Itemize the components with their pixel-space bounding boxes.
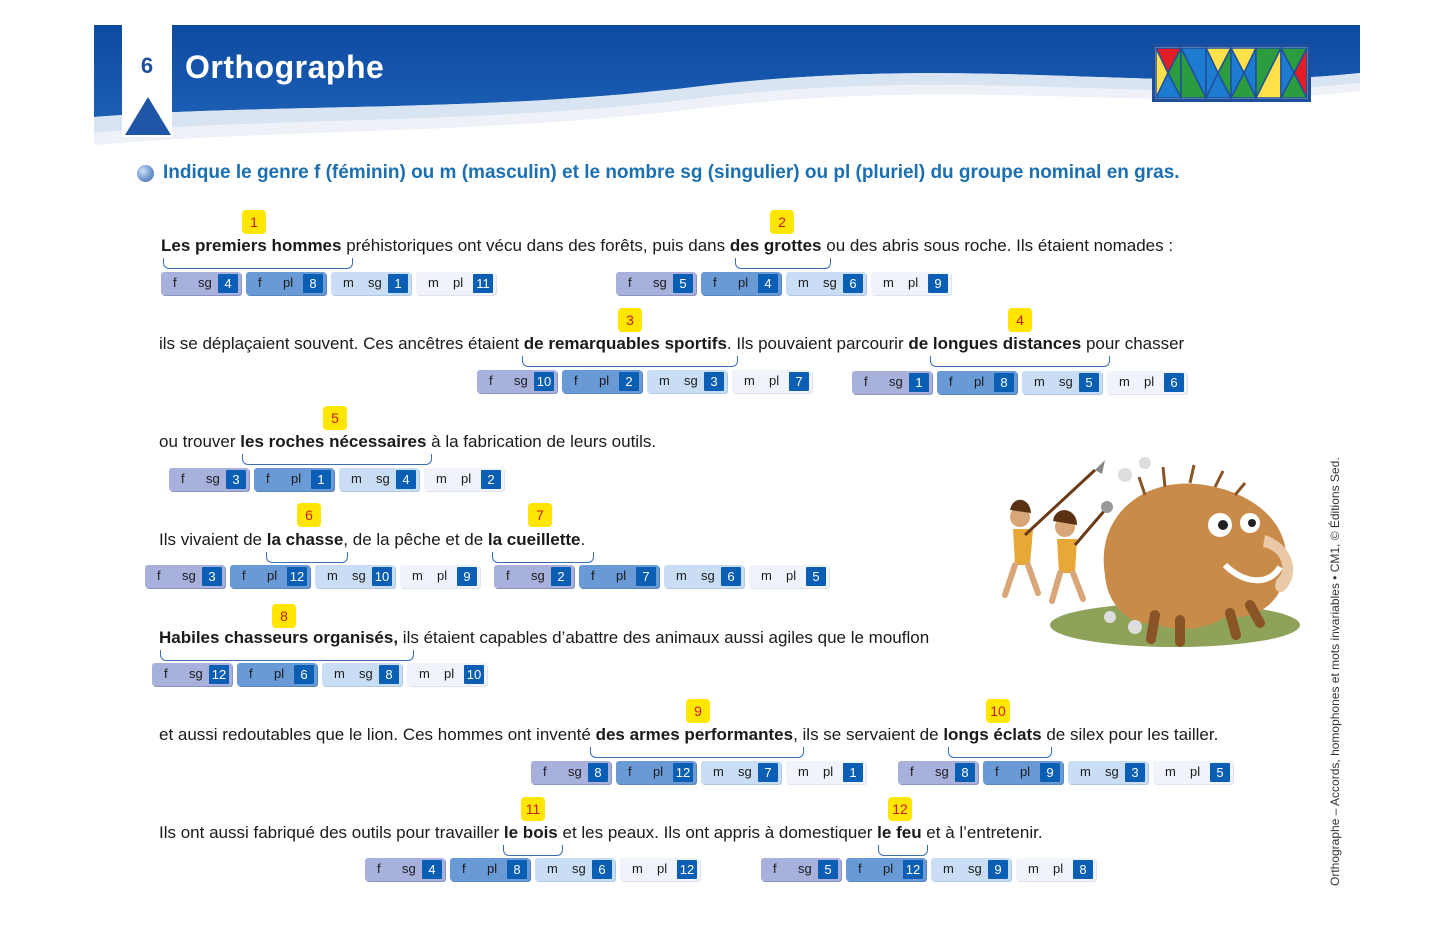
- number-label: sg: [514, 373, 528, 388]
- option-chip[interactable]: [246, 272, 326, 295]
- bold-group-6: la chasse: [266, 530, 344, 549]
- options-group-11: [365, 858, 705, 881]
- option-value: 9: [988, 860, 1008, 879]
- gender-label: m: [343, 275, 354, 290]
- group-brace: [590, 747, 804, 758]
- number-label: pl: [444, 666, 455, 681]
- number-label: pl: [1144, 374, 1155, 389]
- option-value: 12: [673, 763, 693, 782]
- gender-label: m: [761, 568, 772, 583]
- option-chip[interactable]: [152, 663, 232, 686]
- option-chip[interactable]: [701, 761, 781, 784]
- options-group-5: [169, 468, 509, 491]
- option-value: 12: [677, 860, 697, 879]
- option-chip[interactable]: [145, 565, 225, 588]
- gender-label: f: [864, 374, 868, 389]
- option-value: 4: [758, 274, 778, 293]
- gender-label: m: [547, 861, 558, 876]
- option-value: 2: [481, 470, 501, 489]
- option-chip[interactable]: [732, 370, 812, 393]
- number-label: sg: [653, 275, 667, 290]
- number-label: pl: [437, 568, 448, 583]
- option-value: 6: [294, 665, 314, 684]
- option-value: 7: [758, 763, 778, 782]
- option-chip[interactable]: [1107, 371, 1187, 394]
- option-chip[interactable]: [322, 663, 402, 686]
- gender-label: m: [1028, 861, 1039, 876]
- group-brace: [948, 747, 1052, 758]
- bold-group-12: le feu: [877, 823, 922, 842]
- bullet-icon: [137, 165, 154, 182]
- question-number-badge: 12: [888, 797, 912, 821]
- question-number-badge: 11: [521, 797, 545, 821]
- gender-label: f: [910, 764, 914, 779]
- options-group-12: [761, 858, 1101, 881]
- option-chip[interactable]: [761, 858, 841, 881]
- gender-label: f: [713, 275, 717, 290]
- gender-label: m: [883, 275, 894, 290]
- number-label: sg: [376, 471, 390, 486]
- option-value: 9: [457, 567, 477, 586]
- option-value: 7: [636, 567, 656, 586]
- option-chip[interactable]: [701, 272, 781, 295]
- page-title: Orthographe: [185, 49, 385, 85]
- options-group-7: [494, 565, 834, 588]
- gender-label: f: [489, 373, 493, 388]
- option-value: 1: [311, 470, 331, 489]
- number-label: pl: [267, 568, 278, 583]
- group-brace: [492, 552, 594, 563]
- option-chip[interactable]: [315, 565, 395, 588]
- question-number-badge: 10: [986, 699, 1010, 723]
- gender-label: f: [242, 568, 246, 583]
- gender-label: m: [419, 666, 430, 681]
- text-line-3: [159, 432, 656, 452]
- number-label: pl: [1053, 861, 1064, 876]
- bold-group-11: le bois: [503, 823, 558, 842]
- gender-label: f: [258, 275, 262, 290]
- gender-label: m: [744, 373, 755, 388]
- option-value: 5: [1079, 373, 1099, 392]
- option-chip[interactable]: [230, 565, 310, 588]
- option-chip[interactable]: [331, 272, 411, 295]
- group-brace: [266, 552, 348, 563]
- group-brace: [735, 258, 831, 269]
- text-span: , ils se servaient de: [793, 725, 944, 744]
- option-chip[interactable]: [535, 858, 615, 881]
- gender-label: m: [436, 471, 447, 486]
- gender-label: m: [943, 861, 954, 876]
- number-label: sg: [189, 666, 203, 681]
- number-label: pl: [908, 275, 919, 290]
- options-group-4: [852, 371, 1192, 394]
- number-label: sg: [572, 861, 586, 876]
- option-chip[interactable]: [786, 761, 866, 784]
- text-span: préhistoriques ont vécu dans des forêts, puis dans: [341, 236, 730, 255]
- options-group-2: [616, 272, 956, 295]
- option-chip[interactable]: [1022, 371, 1102, 394]
- option-chip[interactable]: [983, 761, 1063, 784]
- gender-label: f: [628, 764, 632, 779]
- gender-label: m: [428, 275, 439, 290]
- option-chip[interactable]: [579, 565, 659, 588]
- option-chip[interactable]: [407, 663, 487, 686]
- text-span: et aussi redoutables que le lion. Ces hommes ont inventé: [159, 725, 596, 744]
- option-chip[interactable]: [562, 370, 642, 393]
- number-label: pl: [653, 764, 664, 779]
- number-label: pl: [461, 471, 472, 486]
- gender-label: f: [591, 568, 595, 583]
- number-label: sg: [935, 764, 949, 779]
- option-value: 8: [507, 860, 527, 879]
- number-label: sg: [968, 861, 982, 876]
- gender-label: f: [377, 861, 381, 876]
- side-credit: Orthographe – Accords, homophones et mots invariables • CM1, © Éditions Sed.: [1328, 457, 1342, 886]
- option-value: 5: [1210, 763, 1230, 782]
- text-span: . Ils pouvaient parcourir: [726, 334, 909, 353]
- text-span: ils se déplaçaient souvent. Ces ancêtres étaient: [159, 334, 524, 353]
- question-number-badge: 9: [686, 699, 710, 723]
- number-label: sg: [402, 861, 416, 876]
- number-label: sg: [684, 373, 698, 388]
- group-brace: [930, 356, 1110, 367]
- number-label: pl: [974, 374, 985, 389]
- number-label: sg: [531, 568, 545, 583]
- option-value: 5: [818, 860, 838, 879]
- number-label: pl: [291, 471, 302, 486]
- gender-label: f: [164, 666, 168, 681]
- text-span: ils étaient capables d’abattre des animaux aussi agiles que le mouflon: [398, 628, 930, 647]
- text-line-1: [161, 236, 1173, 256]
- gender-label: f: [462, 861, 466, 876]
- bold-group-7: la cueillette: [487, 530, 581, 549]
- option-value: 4: [396, 470, 416, 489]
- gender-label: m: [676, 568, 687, 583]
- number-label: pl: [883, 861, 894, 876]
- number-label: sg: [798, 861, 812, 876]
- gender-label: f: [543, 764, 547, 779]
- option-value: 8: [379, 665, 399, 684]
- option-value: 5: [673, 274, 693, 293]
- text-line-7: [159, 823, 1043, 843]
- group-brace: [878, 845, 928, 856]
- options-group-3: [477, 370, 817, 393]
- option-chip[interactable]: [531, 761, 611, 784]
- option-chip[interactable]: [846, 858, 926, 881]
- bold-group-10: longs éclats: [943, 725, 1042, 744]
- option-value: 10: [464, 665, 484, 684]
- option-value: 12: [209, 665, 229, 684]
- gender-label: m: [798, 275, 809, 290]
- gender-label: m: [334, 666, 345, 681]
- gender-label: m: [412, 568, 423, 583]
- group-brace: [242, 454, 432, 465]
- option-chip[interactable]: [424, 468, 504, 491]
- option-chip[interactable]: [254, 468, 334, 491]
- gender-label: f: [181, 471, 185, 486]
- gender-label: f: [858, 861, 862, 876]
- option-value: 6: [592, 860, 612, 879]
- question-number-badge: 7: [528, 503, 552, 527]
- number-label: sg: [206, 471, 220, 486]
- question-number-badge: 2: [770, 210, 794, 234]
- gender-label: f: [773, 861, 777, 876]
- number-label: sg: [359, 666, 373, 681]
- text-line-6: [159, 725, 1218, 745]
- option-chip[interactable]: [898, 761, 978, 784]
- option-chip[interactable]: [786, 272, 866, 295]
- text-span: ou des abris sous roche. Ils étaient nomades :: [821, 236, 1174, 255]
- page-number: 6: [140, 53, 154, 78]
- option-chip[interactable]: [477, 370, 557, 393]
- option-value: 2: [619, 372, 639, 391]
- text-span: pour chasser: [1081, 334, 1185, 353]
- option-value: 10: [372, 567, 392, 586]
- bold-group-9: des armes performantes: [595, 725, 794, 744]
- gender-label: f: [628, 275, 632, 290]
- option-chip[interactable]: [161, 272, 241, 295]
- number-label: pl: [823, 764, 834, 779]
- options-group-10: [898, 761, 1238, 784]
- option-chip[interactable]: [169, 468, 249, 491]
- gender-label: m: [351, 471, 362, 486]
- text-span: Ils ont aussi fabriqué des outils pour travailler: [159, 823, 504, 842]
- gender-label: f: [173, 275, 177, 290]
- number-label: pl: [274, 666, 285, 681]
- number-label: sg: [738, 764, 752, 779]
- mammoth-hunters-illustration: [995, 455, 1305, 655]
- number-label: pl: [616, 568, 627, 583]
- option-chip[interactable]: [937, 371, 1017, 394]
- option-value: 4: [422, 860, 442, 879]
- bold-group-1: Les premiers hommes: [161, 236, 342, 255]
- option-value: 9: [928, 274, 948, 293]
- option-chip[interactable]: [616, 761, 696, 784]
- option-value: 10: [534, 372, 554, 391]
- option-chip[interactable]: [400, 565, 480, 588]
- option-value: 7: [789, 372, 809, 391]
- group-brace: [160, 650, 414, 661]
- option-value: 11: [473, 274, 493, 293]
- option-value: 12: [903, 860, 923, 879]
- text-span: ou trouver: [159, 432, 241, 451]
- gender-label: m: [1119, 374, 1130, 389]
- number-label: sg: [368, 275, 382, 290]
- option-chip[interactable]: [237, 663, 317, 686]
- option-value: 1: [388, 274, 408, 293]
- gender-label: m: [1165, 764, 1176, 779]
- gender-label: m: [713, 764, 724, 779]
- text-span: Ils vivaient de: [159, 530, 267, 549]
- gender-label: m: [798, 764, 809, 779]
- option-chip[interactable]: [620, 858, 700, 881]
- bold-group-8: Habiles chasseurs organisés,: [159, 628, 399, 647]
- number-label: sg: [1059, 374, 1073, 389]
- option-value: 3: [1125, 763, 1145, 782]
- option-value: 1: [843, 763, 863, 782]
- text-line-4: [159, 530, 585, 550]
- option-value: 6: [1164, 373, 1184, 392]
- option-value: 3: [202, 567, 222, 586]
- triangles-logo-icon: [1152, 44, 1311, 102]
- gender-label: f: [249, 666, 253, 681]
- question-number-badge: 1: [242, 210, 266, 234]
- gender-label: f: [266, 471, 270, 486]
- option-chip[interactable]: [1153, 761, 1233, 784]
- gender-label: m: [1034, 374, 1045, 389]
- bold-group-3: de remarquables sportifs: [523, 334, 727, 353]
- text-span: , de la pêche et de: [343, 530, 488, 549]
- option-value: 8: [994, 373, 1014, 392]
- number-label: sg: [182, 568, 196, 583]
- option-value: 6: [721, 567, 741, 586]
- number-label: pl: [769, 373, 780, 388]
- group-brace: [503, 845, 563, 856]
- options-group-9: [531, 761, 871, 784]
- question-number-badge: 5: [323, 406, 347, 430]
- gender-label: m: [659, 373, 670, 388]
- option-chip[interactable]: [416, 272, 496, 295]
- gender-label: m: [632, 861, 643, 876]
- number-label: pl: [487, 861, 498, 876]
- number-label: sg: [823, 275, 837, 290]
- gender-label: f: [949, 374, 953, 389]
- option-chip[interactable]: [664, 565, 744, 588]
- number-label: pl: [738, 275, 749, 290]
- gender-label: f: [995, 764, 999, 779]
- gender-label: m: [327, 568, 338, 583]
- option-value: 8: [1073, 860, 1093, 879]
- options-group-1: [161, 272, 501, 295]
- number-label: sg: [701, 568, 715, 583]
- gender-label: m: [1080, 764, 1091, 779]
- option-chip[interactable]: [450, 858, 530, 881]
- gender-label: f: [157, 568, 161, 583]
- option-chip[interactable]: [647, 370, 727, 393]
- text-span: à la fabrication de leurs outils.: [426, 432, 657, 451]
- option-chip[interactable]: [1016, 858, 1096, 881]
- number-label: sg: [889, 374, 903, 389]
- option-value: 4: [218, 274, 238, 293]
- number-label: sg: [352, 568, 366, 583]
- option-chip[interactable]: [749, 565, 829, 588]
- number-label: pl: [1020, 764, 1031, 779]
- bold-group-2: des grottes: [729, 236, 822, 255]
- option-value: 6: [843, 274, 863, 293]
- group-brace: [522, 356, 738, 367]
- option-value: 8: [955, 763, 975, 782]
- page-tab-triangle-icon: [125, 97, 171, 135]
- question-number-badge: 4: [1008, 308, 1032, 332]
- option-value: 2: [551, 567, 571, 586]
- option-chip[interactable]: [616, 272, 696, 295]
- text-span: .: [580, 530, 586, 549]
- options-group-8: [152, 663, 492, 686]
- option-chip[interactable]: [931, 858, 1011, 881]
- option-chip[interactable]: [339, 468, 419, 491]
- option-value: 9: [1040, 763, 1060, 782]
- number-label: pl: [283, 275, 294, 290]
- instruction: [137, 162, 1180, 184]
- option-chip[interactable]: [852, 371, 932, 394]
- number-label: pl: [599, 373, 610, 388]
- option-chip[interactable]: [494, 565, 574, 588]
- option-value: 3: [704, 372, 724, 391]
- option-value: 12: [287, 567, 307, 586]
- option-value: 5: [806, 567, 826, 586]
- question-number-badge: 3: [618, 308, 642, 332]
- text-span: et les peaux. Ils ont appris à domestiquer: [557, 823, 878, 842]
- text-line-5: [159, 628, 929, 648]
- page-tab: [122, 25, 172, 137]
- number-label: pl: [453, 275, 464, 290]
- option-chip[interactable]: [871, 272, 951, 295]
- number-label: pl: [1190, 764, 1201, 779]
- number-label: sg: [198, 275, 212, 290]
- number-label: pl: [657, 861, 668, 876]
- bold-group-5: les roches nécessaires: [240, 432, 427, 451]
- group-brace: [163, 258, 353, 269]
- option-chip[interactable]: [1068, 761, 1148, 784]
- text-span: de silex pour les tailler.: [1041, 725, 1219, 744]
- option-value: 3: [226, 470, 246, 489]
- instruction-text: Indique le genre f (féminin) ou m (masculin) et le nombre sg (singulier) ou pl (pluriel) du groupe nominal en gras.: [163, 162, 1180, 183]
- bold-group-4: de longues distances: [908, 334, 1082, 353]
- gender-label: f: [506, 568, 510, 583]
- option-value: 8: [588, 763, 608, 782]
- question-number-badge: 6: [297, 503, 321, 527]
- number-label: sg: [568, 764, 582, 779]
- number-label: pl: [786, 568, 797, 583]
- option-value: 1: [909, 373, 929, 392]
- question-number-badge: 8: [272, 604, 296, 628]
- gender-label: f: [574, 373, 578, 388]
- options-group-6: [145, 565, 485, 588]
- number-label: sg: [1105, 764, 1119, 779]
- text-line-2: [159, 334, 1184, 354]
- option-chip[interactable]: [365, 858, 445, 881]
- text-span: et à l’entretenir.: [921, 823, 1043, 842]
- option-value: 8: [303, 274, 323, 293]
